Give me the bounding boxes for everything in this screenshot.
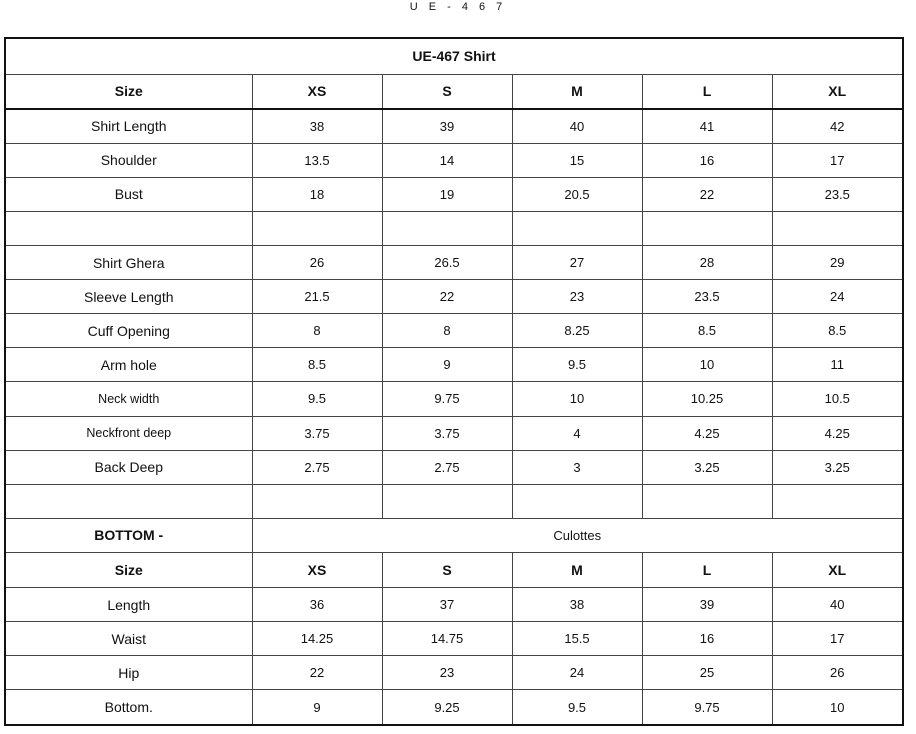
size-header-s: S [382, 74, 512, 109]
measurement-value: 8 [252, 314, 382, 348]
measurement-value: 11 [772, 348, 902, 382]
size-header-xs: XS [252, 552, 382, 587]
measurement-value: 17 [772, 143, 902, 177]
shirt-measurement-row [6, 348, 902, 382]
bottom-measurement-row [6, 690, 902, 724]
measurement-label: Bust [6, 177, 252, 211]
size-chart-frame [4, 37, 904, 726]
measurement-value: 25 [642, 656, 772, 690]
shirt-measurement-row [6, 314, 902, 348]
measurement-value: 9.5 [512, 690, 642, 724]
size-header-xl: XL [772, 74, 902, 109]
shirt-size-header-row [6, 74, 902, 109]
size-header-m: M [512, 74, 642, 109]
measurement-value: 14.25 [252, 622, 382, 656]
measurement-value: 4.25 [772, 416, 902, 450]
measurement-value [252, 211, 382, 245]
shirt-table-title: UE-467 Shirt [6, 39, 902, 74]
measurement-value: 39 [382, 109, 512, 143]
measurement-value: 3 [512, 450, 642, 484]
document-title: U E - 4 6 7 [409, 1, 507, 13]
measurement-label: Length [6, 588, 252, 622]
measurement-value: 9.5 [512, 348, 642, 382]
shirt-measurement-row [6, 450, 902, 484]
measurement-label: Hip [6, 656, 252, 690]
measurement-value: 24 [512, 656, 642, 690]
measurement-label [6, 211, 252, 245]
shirt-measurement-row [6, 177, 902, 211]
size-header-m: M [512, 552, 642, 587]
shirt-measurement-row [6, 246, 902, 280]
measurement-value: 9.25 [382, 690, 512, 724]
measurement-value: 36 [252, 588, 382, 622]
measurement-label [6, 484, 252, 518]
measurement-value: 3.75 [382, 416, 512, 450]
measurement-value: 14 [382, 143, 512, 177]
measurement-value: 3.25 [772, 450, 902, 484]
measurement-value: 10 [772, 690, 902, 724]
measurement-value: 10 [642, 348, 772, 382]
measurement-label: Cuff Opening [6, 314, 252, 348]
bottom-measurement-row [6, 588, 902, 622]
measurement-value: 9.75 [382, 382, 512, 416]
measurement-value: 39 [642, 588, 772, 622]
measurement-value [772, 211, 902, 245]
bottom-measurement-row [6, 622, 902, 656]
size-chart-table [6, 39, 902, 724]
measurement-value: 9.75 [642, 690, 772, 724]
size-header-label: Size [6, 552, 252, 587]
shirt-title-row [6, 39, 902, 74]
bottom-section-row [6, 518, 902, 552]
measurement-value: 23 [382, 656, 512, 690]
measurement-value: 26.5 [382, 246, 512, 280]
size-header-xs: XS [252, 74, 382, 109]
measurement-value: 8.5 [252, 348, 382, 382]
measurement-value [512, 484, 642, 518]
measurement-value: 22 [382, 280, 512, 314]
measurement-value [382, 211, 512, 245]
measurement-value: 27 [512, 246, 642, 280]
measurement-value [252, 484, 382, 518]
measurement-value: 22 [252, 656, 382, 690]
measurement-value: 20.5 [512, 177, 642, 211]
measurement-value: 19 [382, 177, 512, 211]
measurement-value: 9 [252, 690, 382, 724]
measurement-label: Shirt Ghera [6, 246, 252, 280]
measurement-label: Sleeve Length [6, 280, 252, 314]
size-header-xl: XL [772, 552, 902, 587]
measurement-value: 22 [642, 177, 772, 211]
measurement-label: Bottom. [6, 690, 252, 724]
shirt-measurement-row [6, 211, 902, 245]
size-header-l: L [642, 552, 772, 587]
measurement-value: 37 [382, 588, 512, 622]
measurement-value: 26 [252, 246, 382, 280]
measurement-value: 23 [512, 280, 642, 314]
measurement-value: 41 [642, 109, 772, 143]
measurement-value [772, 484, 902, 518]
measurement-value: 2.75 [382, 450, 512, 484]
measurement-value: 38 [252, 109, 382, 143]
measurement-label: Back Deep [6, 450, 252, 484]
measurement-value: 29 [772, 246, 902, 280]
size-header-l: L [642, 74, 772, 109]
measurement-value [512, 211, 642, 245]
measurement-value [642, 211, 772, 245]
measurement-value: 8.25 [512, 314, 642, 348]
measurement-value: 10.25 [642, 382, 772, 416]
measurement-label: Arm hole [6, 348, 252, 382]
shirt-measurement-row [6, 484, 902, 518]
measurement-value: 40 [772, 588, 902, 622]
measurement-value: 17 [772, 622, 902, 656]
bottom-type-label: Culottes [252, 518, 902, 552]
measurement-value: 28 [642, 246, 772, 280]
measurement-value: 26 [772, 656, 902, 690]
measurement-value: 40 [512, 109, 642, 143]
measurement-value: 23.5 [772, 177, 902, 211]
measurement-label: Shirt Length [6, 109, 252, 143]
shirt-measurement-row [6, 382, 902, 416]
measurement-value: 4.25 [642, 416, 772, 450]
measurement-value: 24 [772, 280, 902, 314]
measurement-label: Neckfront deep [6, 416, 252, 450]
measurement-value: 42 [772, 109, 902, 143]
measurement-value: 21.5 [252, 280, 382, 314]
size-header-label: Size [6, 74, 252, 109]
measurement-value: 10 [512, 382, 642, 416]
bottom-size-header-row [6, 552, 902, 587]
bottom-measurement-row [6, 656, 902, 690]
shirt-measurement-row [6, 416, 902, 450]
measurement-value: 38 [512, 588, 642, 622]
shirt-measurement-row [6, 109, 902, 143]
measurement-value: 2.75 [252, 450, 382, 484]
shirt-measurement-row [6, 143, 902, 177]
measurement-value: 3.25 [642, 450, 772, 484]
measurement-value: 8.5 [642, 314, 772, 348]
measurement-value: 14.75 [382, 622, 512, 656]
size-header-s: S [382, 552, 512, 587]
measurement-value: 9.5 [252, 382, 382, 416]
bottom-section-label: BOTTOM - [6, 518, 252, 552]
measurement-value: 16 [642, 143, 772, 177]
measurement-value: 8 [382, 314, 512, 348]
measurement-value: 16 [642, 622, 772, 656]
measurement-value: 10.5 [772, 382, 902, 416]
measurement-value: 15 [512, 143, 642, 177]
measurement-value: 23.5 [642, 280, 772, 314]
measurement-value: 18 [252, 177, 382, 211]
measurement-value [382, 484, 512, 518]
measurement-label: Waist [6, 622, 252, 656]
shirt-measurement-row [6, 280, 902, 314]
measurement-value: 9 [382, 348, 512, 382]
measurement-value: 15.5 [512, 622, 642, 656]
measurement-label: Shoulder [6, 143, 252, 177]
measurement-label: Neck width [6, 382, 252, 416]
measurement-value: 4 [512, 416, 642, 450]
measurement-value: 3.75 [252, 416, 382, 450]
measurement-value [642, 484, 772, 518]
measurement-value: 13.5 [252, 143, 382, 177]
measurement-value: 8.5 [772, 314, 902, 348]
